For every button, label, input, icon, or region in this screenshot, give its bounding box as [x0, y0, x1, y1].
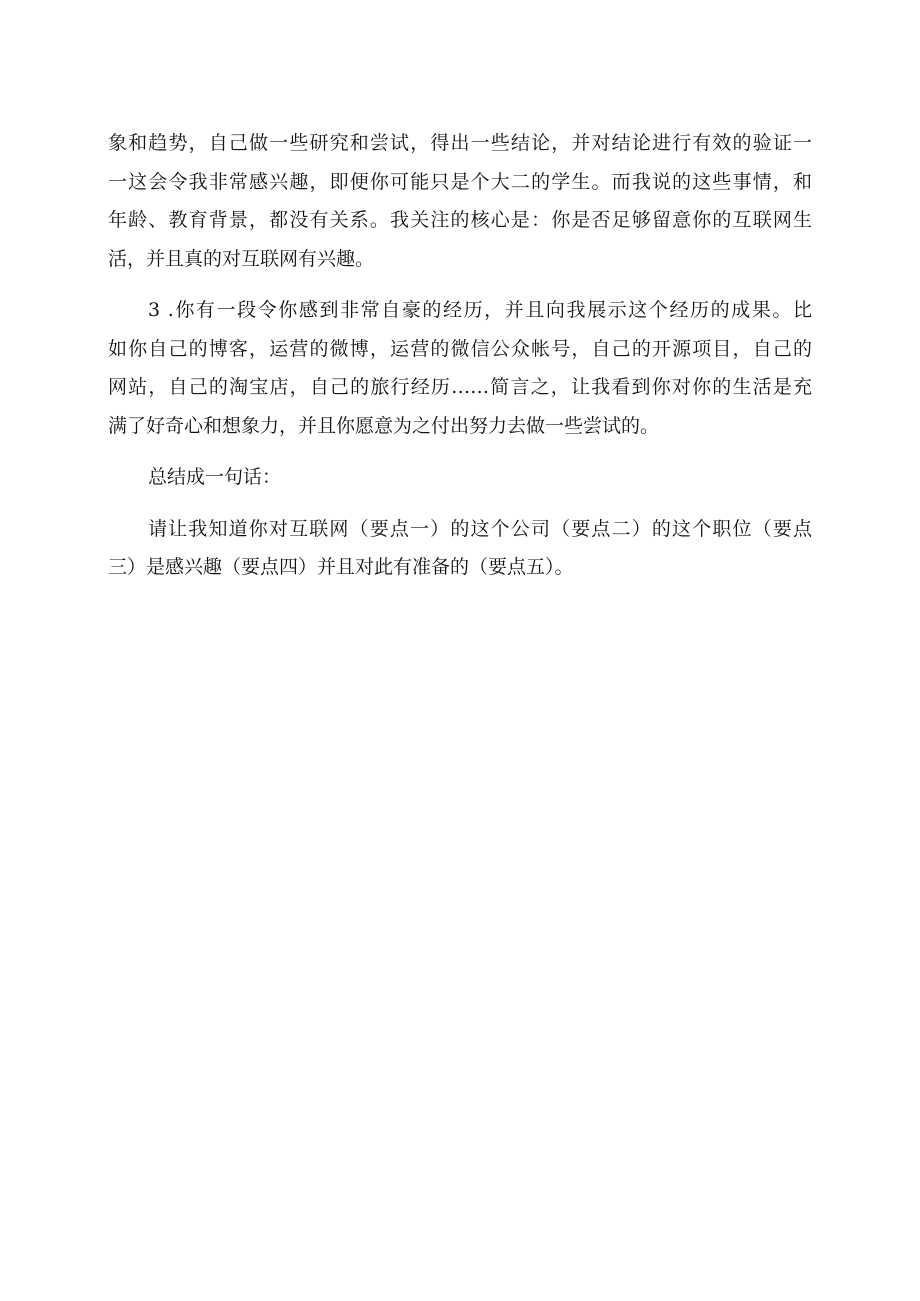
- text-line: 网站，自己的淘宝店，自己的旅行经历……简言之，让我看到你对你的生活是充: [108, 376, 812, 398]
- document-body: [108, 124, 812, 600]
- text-line: 请让我知道你对互联网（要点一）的这个公司（要点二）的这个职位（要点: [148, 517, 812, 540]
- text-line: 活，并且真的对互联网有兴趣。: [108, 247, 375, 270]
- text-line: 总结成一句话：: [148, 466, 282, 488]
- paragraph-interest-continuation: [108, 124, 812, 278]
- text-line: 象和趋势，自己做一些研究和尝试，得出一些结论，并对结论进行有效的验证一: [108, 132, 812, 154]
- paragraph-summary: [108, 510, 812, 587]
- text-line: 满了好奇心和想象力，并且你愿意为之付出努力去做一些尝试的。: [108, 414, 660, 437]
- paragraph-summary-heading: [108, 458, 812, 497]
- paragraph-point-3: [108, 291, 812, 445]
- text-line: 三）是感兴趣（要点四）并且对此有准备的（要点五）。: [108, 556, 574, 578]
- text-line: 如你自己的博客，运营的微博，运营的微信公众帐号，自己的开源项目，自己的: [108, 337, 812, 360]
- text-line: 3 .你有一段令你感到非常自豪的经历，并且向我展示这个经历的成果。比: [148, 299, 812, 321]
- text-line: 一这会令我非常感兴趣，即便你可能只是个大二的学生。而我说的这些事情，和: [108, 170, 812, 193]
- text-line: 年龄、教育背景，都没有关系。我关注的核心是：你是否足够留意你的互联网生: [108, 209, 812, 231]
